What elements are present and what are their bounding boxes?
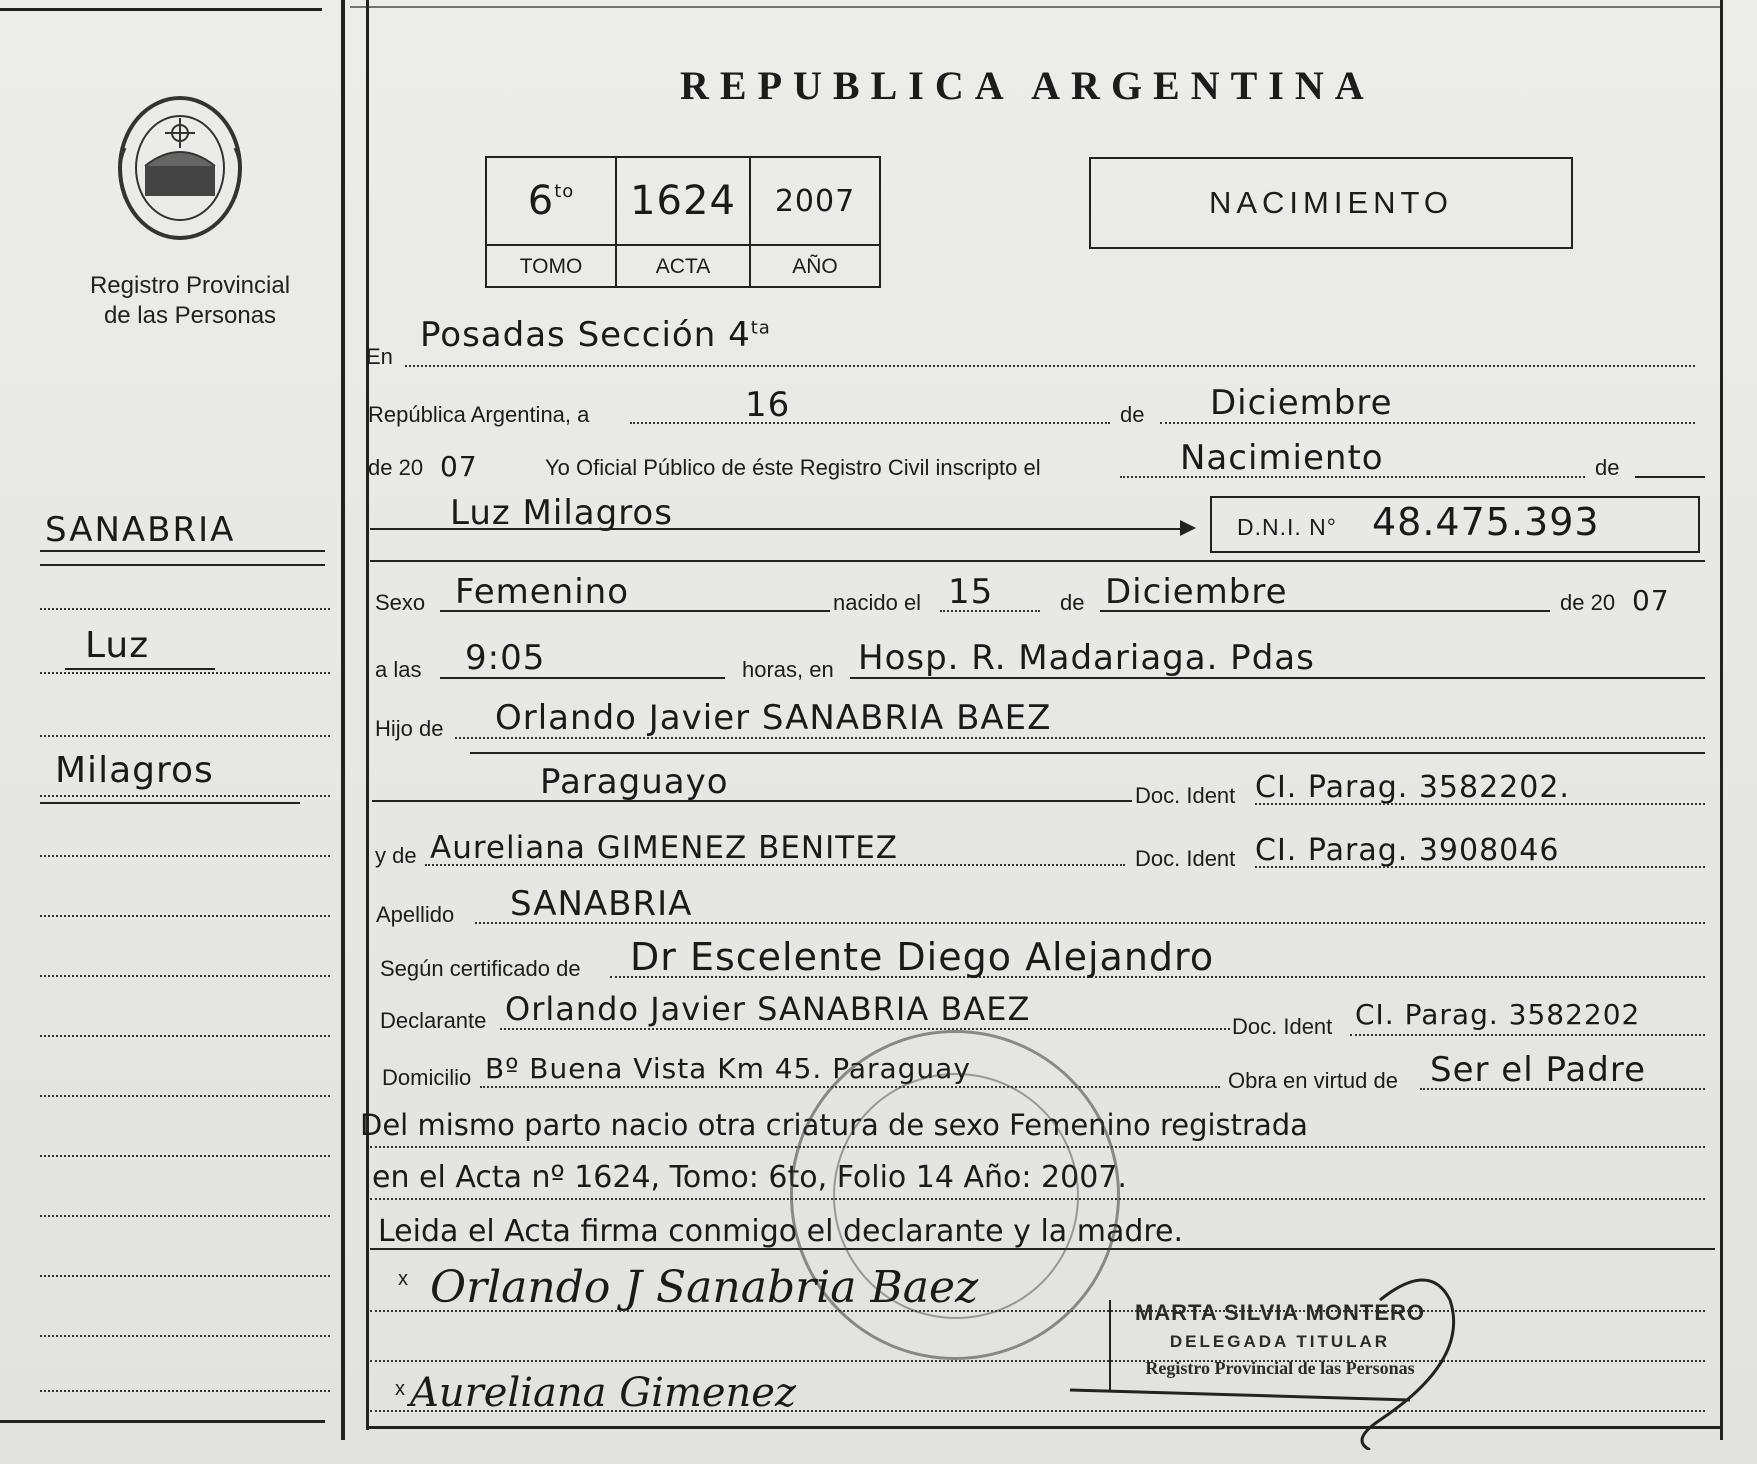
record-number-box	[485, 156, 881, 288]
left-column-divider	[341, 0, 345, 1440]
anio-value: 2007	[774, 183, 856, 219]
margin-line-1b	[40, 564, 325, 566]
margin-name2: Milagros	[55, 750, 214, 791]
de-label: de	[1120, 402, 1145, 427]
year-value: 07	[440, 450, 478, 483]
tomo-sup: to	[554, 180, 575, 202]
margin-dots-8	[40, 1035, 330, 1037]
obra-label: Obra en virtud de	[1228, 1068, 1398, 1093]
declarante-label: Declarante	[380, 1008, 487, 1033]
doc-ident-label2: Doc. Ident	[1135, 846, 1236, 871]
anio-label: AÑO	[751, 244, 879, 288]
tomo-label: TOMO	[487, 244, 617, 288]
margin-surname: SANABRIA	[45, 510, 236, 550]
margin-dots-9	[40, 1095, 330, 1097]
margin-dots-4	[40, 795, 330, 797]
birth-day: 15	[948, 572, 994, 612]
place-value: Hosp. R. Madariaga. Pdas	[858, 638, 1315, 678]
margin-underline-milagros	[40, 802, 300, 804]
child-name: Luz Milagros	[450, 493, 673, 533]
dni-label: D.N.I. N°	[1237, 514, 1337, 540]
margin-dots-2	[40, 672, 330, 674]
father-nationality: Paraguayo	[540, 762, 729, 802]
dni-value: 48.475.393	[1372, 500, 1600, 544]
father-name: Orlando Javier SANABRIA BAEZ	[495, 698, 1052, 738]
tomo-value: 6	[527, 178, 555, 224]
declarante-dots	[500, 1028, 1230, 1030]
de200-label: de 20	[1560, 590, 1616, 615]
margin-dots-1	[40, 608, 330, 610]
yde-label: y de	[375, 843, 417, 868]
anio-cell	[751, 158, 879, 244]
inscripto-value: Nacimiento	[1180, 438, 1384, 478]
en-label: En	[366, 344, 393, 369]
hour-value: 9:05	[465, 638, 546, 678]
margin-dots-12	[40, 1275, 330, 1277]
obs-line2: en el Acta nº 1624, Tomo: 6to, Folio 14 Año: 2007.	[372, 1160, 1127, 1195]
registry-name-line1: Registro Provincial	[89, 272, 291, 299]
margin-name1: Luz	[85, 625, 150, 666]
declarante-signature: Orlando J Sanabria Baez	[430, 1262, 979, 1313]
margin-underline-luz	[65, 668, 215, 670]
margin-dots-14	[40, 1390, 330, 1392]
nacido-label: nacido el	[833, 590, 922, 615]
nationality-line	[372, 800, 1132, 802]
doc-ident-label: Doc. Ident	[1135, 783, 1236, 808]
father-doc: CI. Parag. 3582202.	[1255, 770, 1570, 805]
de2-line	[1635, 476, 1705, 478]
de-label2: de	[1595, 455, 1620, 480]
top-left-rule	[0, 8, 322, 11]
bottom-left-rule	[0, 1420, 325, 1423]
margin-dots-5	[40, 855, 330, 857]
margin-dots-10	[40, 1155, 330, 1157]
tomo-cell	[487, 158, 617, 244]
child-name-arrow-line	[370, 528, 1190, 530]
margin-line-1	[40, 550, 325, 552]
arrow-head-icon	[1180, 520, 1196, 536]
document-title: REPUBLICA ARGENTINA	[680, 63, 1375, 108]
margin-dots-11	[40, 1215, 330, 1217]
birth-day-dots	[940, 610, 1040, 612]
official-name: MARTA SILVIA MONTERO	[1134, 1300, 1426, 1325]
margin-dots-6	[40, 915, 330, 917]
de20-label: de 20	[368, 455, 424, 480]
apellido-value: SANABRIA	[510, 884, 693, 924]
bottom-right-rule	[368, 1426, 1720, 1429]
sig-dots-1	[370, 1310, 1705, 1312]
domicilio-value: Bº Buena Vista Km 45. Paraguay	[485, 1052, 971, 1085]
republica-label: República Argentina, a	[368, 402, 590, 427]
right-border	[1720, 0, 1723, 1440]
declarante-doc: CI. Parag. 3582202	[1355, 998, 1641, 1031]
section-divider-1	[370, 560, 1705, 562]
sig-dots-3	[370, 1410, 1705, 1412]
domicilio-label: Domicilio	[382, 1065, 472, 1090]
hijo-label: Hijo de	[375, 716, 444, 741]
official-role: DELEGADA TITULAR	[1169, 1332, 1391, 1351]
sig-dots-2	[370, 1360, 1705, 1362]
sexo-value: Femenino	[455, 572, 629, 612]
month-value: Diciembre	[1210, 383, 1393, 423]
segun-label: Según certificado de	[380, 956, 581, 981]
en-dots	[405, 365, 1695, 367]
official-signature-scribble	[1050, 1240, 1470, 1450]
record-type-box: NACIMIENTO	[1089, 157, 1573, 249]
alas-label: a las	[375, 657, 422, 682]
x-mark-2: x	[395, 1378, 405, 1400]
acta-value: 1624	[630, 178, 736, 224]
oficial-label: Yo Oficial Público de éste Registro Civil inscripto el	[545, 455, 1041, 480]
de-label3: de	[1060, 590, 1085, 615]
birth-year: 07	[1632, 584, 1670, 617]
day-value: 16	[745, 385, 791, 425]
birth-month: Diciembre	[1105, 572, 1288, 612]
sexo-label: Sexo	[375, 590, 426, 615]
declarante-doc-dots	[1350, 1034, 1705, 1036]
declarante-value: Orlando Javier SANABRIA BAEZ	[505, 990, 1031, 1028]
madre-signature: Aureliana Gimenez	[410, 1370, 797, 1416]
obra-value: Ser el Padre	[1430, 1050, 1646, 1090]
obs-line1: Del mismo parto nacio otra criatura de sexo Femenino registrada	[360, 1108, 1308, 1142]
margin-dots-7	[40, 975, 330, 977]
dni-box	[1210, 496, 1700, 553]
top-right-rule	[350, 6, 1720, 8]
form-left-border	[366, 0, 369, 1430]
obs-line3: Leida el Acta firma conmigo el declarante y la madre.	[378, 1214, 1184, 1249]
provincial-seal-icon	[105, 88, 255, 248]
acta-cell	[617, 158, 751, 244]
horas-label: horas, en	[742, 657, 834, 682]
official-registry: Registro Provincial de las Personas	[1145, 1358, 1415, 1378]
apellido-label: Apellido	[376, 902, 455, 927]
registry-name-line2: de las Personas	[103, 302, 277, 329]
margin-dots-3	[40, 735, 330, 737]
en-value-text: Posadas Sección 4	[420, 315, 751, 355]
acta-label: ACTA	[617, 244, 751, 288]
day-dots	[630, 422, 1110, 424]
mother-name: Aureliana GIMENEZ BENITEZ	[430, 830, 899, 866]
en-value	[420, 315, 771, 355]
certificado-value: Dr Escelente Diego Alejandro	[630, 935, 1215, 979]
mother-doc: CI. Parag. 3908046	[1255, 833, 1560, 868]
margin-dots-13	[40, 1335, 330, 1337]
father-name-underline	[470, 752, 1705, 754]
doc-ident-label3: Doc. Ident	[1232, 1014, 1333, 1039]
x-mark-1: x	[398, 1268, 408, 1290]
en-sup: ta	[750, 317, 771, 339]
